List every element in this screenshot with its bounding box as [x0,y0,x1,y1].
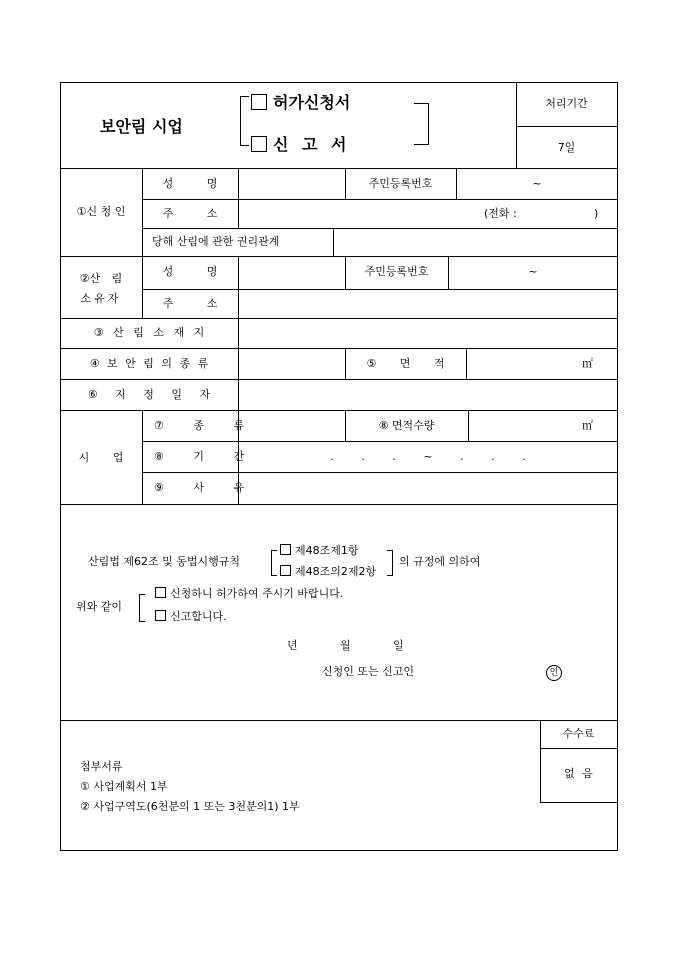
seal-mark: 인 [546,665,562,681]
designation-label: ⑥ 지 정 일 자 [87,388,211,401]
attachment-2: ② 사업구역도(6천분의 1 또는 3천분의1) 1부 [80,800,300,813]
forest-kind-label: ④ 보 안 림 의 종 류 [89,357,209,370]
project-label: 시 업 [78,451,124,464]
row-line [142,228,618,229]
col-line [468,410,469,441]
attachments-title: 첨부서류 [80,760,123,773]
fee-label: 수수료 [562,727,595,740]
col-line [333,228,334,256]
project-reason-label: ⑨ 사 유 [154,481,245,494]
request-permit-option[interactable]: 신청하니 허가하여 주시기 바랍니다. [155,587,343,601]
project-quantity-unit: ㎡ [582,419,593,432]
clause-2-checkbox[interactable] [280,565,291,576]
row-line [142,289,618,290]
applicant-address-label: 주 소 [162,207,218,220]
law-suffix: 의 규정에 의하여 [399,555,481,568]
period-value: 7일 [557,141,576,154]
law-right-bracket [387,550,393,576]
report-checkbox[interactable] [251,136,267,152]
period-divider [516,126,617,127]
left-bracket [240,96,249,146]
project-period-label: ⑧ 기 간 [154,450,245,463]
owner-name-label: 성 명 [162,265,218,278]
applicant-name-label: 성 명 [162,177,218,190]
fee-row-line [540,748,618,749]
owner-rrn-label: 주민등록번호 [364,265,429,278]
forest-area-unit: ㎡ [582,357,593,370]
option-report[interactable]: 신 고 서 [251,135,347,155]
applicant-rrn-value: ~ [532,177,542,190]
clause-1-checkbox[interactable] [280,544,291,555]
form-border-right [617,82,618,850]
col-line [238,256,239,318]
attachment-1: ① 사업계획서 1부 [80,780,168,793]
row-line [60,720,618,721]
applicant-phone-close: ) [594,207,599,220]
date-year: 년 [287,639,298,652]
row-line [60,379,618,380]
owner-label-2: 소유자 [80,292,122,305]
request-bracket [139,594,145,622]
permit-checkbox[interactable] [251,94,267,110]
applicant-label: ①신 청 인 [76,205,126,218]
row-line [142,199,618,200]
date-month: 월 [340,639,351,652]
project-period-value: . . . ~ . . . [330,450,526,463]
owner-address-label: 주 소 [162,297,218,310]
row-line [142,472,618,473]
form-title: 보안림 시업 [100,117,183,136]
clause-1-option[interactable]: 제48조제1항 [280,544,359,558]
form-border-bottom [60,850,618,851]
row-line [60,504,618,505]
law-prefix: 산림법 제62조 및 동법시행규칙 [88,555,240,568]
above-label: 위와 같이 [76,600,123,613]
law-left-bracket [271,550,277,576]
row-line [60,410,618,411]
request-permit-checkbox[interactable] [155,587,166,598]
col-line [466,348,467,379]
fee-row-line [540,802,618,803]
applicant-rrn-label: 주민등록번호 [368,177,433,190]
project-quantity-label: ⑧ 면적수량 [378,419,435,432]
option-permit[interactable]: 허가신청서 [251,93,350,113]
owner-label-1: ②산 림 [79,272,123,285]
owner-rrn-value: ~ [528,265,538,278]
row-line [60,256,618,257]
applicant-phone-label: (전화 : [484,207,517,220]
col-line [238,168,239,228]
header-divider [516,82,517,168]
row-line [60,348,618,349]
period-label: 처리기간 [545,97,588,110]
project-type-label: ⑦ 종 류 [154,419,245,432]
request-report-option[interactable]: 신고합니다. [155,610,227,624]
right-bracket [414,103,429,145]
rights-label: 당해 산림에 관한 권리관계 [152,235,280,248]
clause-2-option[interactable]: 제48조의2제2항 [280,565,376,579]
form-border-left [60,82,61,850]
col-line [238,318,239,410]
form-border-top [60,82,618,83]
date-day: 일 [393,639,404,652]
forest-location-label: ③ 산 림 소 재 지 [93,326,205,339]
row-line [60,318,618,319]
row-line [142,441,618,442]
fee-value: 없 음 [564,767,593,780]
request-report-checkbox[interactable] [155,610,166,621]
forest-area-label: ⑤ 면 적 [366,357,445,370]
row-line [60,168,618,169]
col-line [142,410,143,504]
signer-label: 신청인 또는 신고인 [322,665,415,678]
